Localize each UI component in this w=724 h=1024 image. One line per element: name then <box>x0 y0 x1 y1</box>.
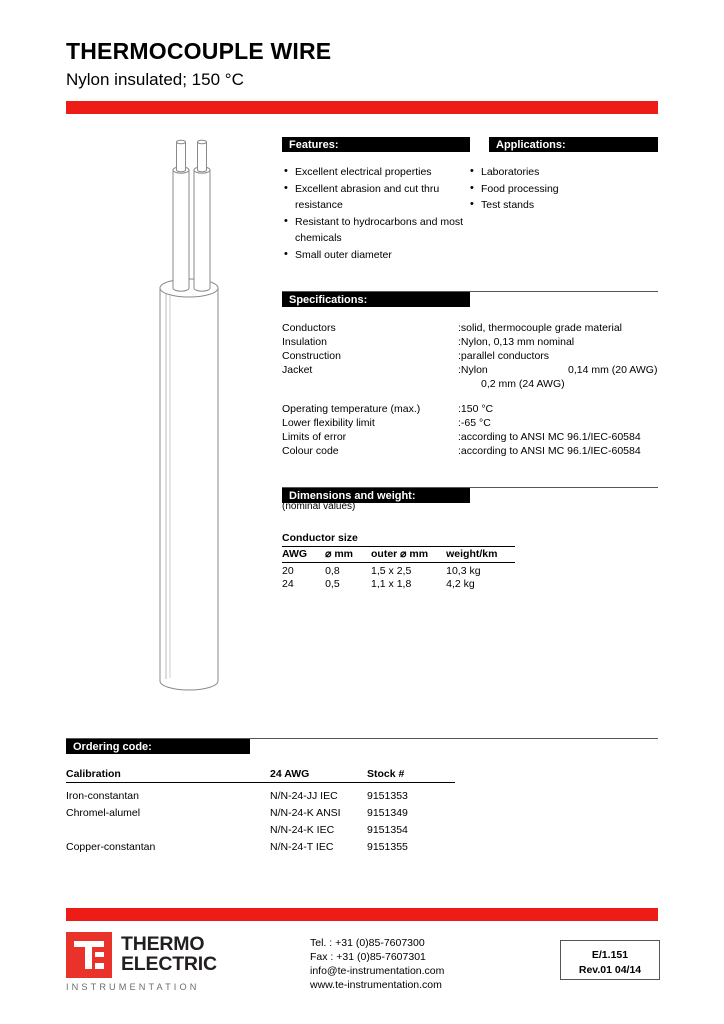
cell-awg: 24 <box>282 578 294 590</box>
dimensions-heading: Dimensions and weight: <box>282 488 470 503</box>
spec-label: Operating temperature (max.) <box>282 403 421 415</box>
spec-row <box>282 321 662 335</box>
table-row <box>282 577 515 590</box>
spacer <box>282 391 662 402</box>
cell-stock: 9151353 <box>367 790 408 802</box>
spec-row-continuation <box>282 377 662 391</box>
spec-row <box>282 363 662 377</box>
spec-value: :according to ANSI MC 96.1/IEC-60584 <box>458 431 641 443</box>
cell-order-code: N/N-24-K IEC <box>270 824 335 836</box>
cell-calibration: Iron-constantan <box>66 790 139 802</box>
spec-label: Lower flexibility limit <box>282 417 375 429</box>
cell-calibration: Chromel-alumel <box>66 807 141 819</box>
cell-calibration: Copper-constantan <box>66 841 156 853</box>
list-item-continuation: resistance <box>295 199 343 211</box>
fax-line: Fax : +31 (0)85-7607301 <box>310 951 426 963</box>
wire-illustration <box>132 128 247 713</box>
te-monogram-icon <box>66 932 112 978</box>
spec-value: :-65 °C <box>458 417 491 429</box>
specifications-heading: Specifications: <box>282 292 470 307</box>
spec-value: :Nylon, 0,13 mm nominal <box>458 336 575 348</box>
list-item: • Resistant to hydrocarbons and most <box>284 214 463 231</box>
table-row <box>282 563 515 578</box>
spec-value: :Nylon <box>458 364 488 376</box>
spec-row <box>282 430 662 444</box>
spec-label: Construction <box>282 350 341 362</box>
list-item: • Food processing <box>470 181 559 198</box>
spec-value: :150 °C <box>458 403 494 415</box>
cell-calibration <box>66 819 270 836</box>
spec-row <box>282 402 662 416</box>
table-header-row <box>282 547 515 563</box>
company-logo <box>66 932 217 992</box>
footer-red-rule <box>66 908 658 921</box>
spec-row <box>282 335 662 349</box>
document-revision-box <box>560 940 660 980</box>
column-header-outer: outer ⌀ mm <box>371 547 446 563</box>
column-header-weight: weight/km <box>446 547 515 563</box>
spec-value-continuation: 0,2 mm (24 AWG) <box>481 378 565 390</box>
website-line[interactable]: www.te-instrumentation.com <box>310 979 442 991</box>
cell-order-code: N/N-24-K ANSI <box>270 807 341 819</box>
cell-order-code: N/N-24-JJ IEC <box>270 790 338 802</box>
document-code: E/1.151 <box>591 949 629 961</box>
cell-outer: 1,5 x 2,5 <box>371 565 412 577</box>
table-row <box>66 802 455 819</box>
list-item: • Small outer diameter <box>284 247 463 264</box>
logo-line-2: ELECTRIC <box>121 953 217 975</box>
cell-weight: 4,2 kg <box>446 578 475 590</box>
cell-stock: 9151355 <box>367 841 408 853</box>
email-line[interactable]: info@te-instrumentation.com <box>310 965 445 977</box>
spec-label: Colour code <box>282 445 339 457</box>
list-item: • Excellent abrasion and cut thru <box>284 181 463 198</box>
cell-order-code: N/N-24-T IEC <box>270 841 334 853</box>
column-header-awg: AWG <box>282 547 325 563</box>
column-header-diameter: ⌀ mm <box>325 547 371 563</box>
cell-diameter: 0,8 <box>325 565 340 577</box>
table-row <box>66 836 455 853</box>
spec-value: :solid, thermocouple grade material <box>458 322 623 334</box>
spec-row <box>282 416 662 430</box>
spec-label: Limits of error <box>282 431 347 443</box>
contact-details <box>310 936 444 992</box>
column-header-stock: Stock # <box>367 768 455 783</box>
cell-diameter: 0,5 <box>325 578 340 590</box>
table-row <box>66 819 455 836</box>
cell-weight: 10,3 kg <box>446 565 481 577</box>
cell-stock: 9151349 <box>367 807 408 819</box>
revision-date: Rev.01 04/14 <box>578 964 642 976</box>
list-item-continuation: chemicals <box>295 232 342 244</box>
dimensions-table <box>282 546 515 590</box>
spec-value: :parallel conductors <box>458 350 550 362</box>
specifications-list <box>282 321 662 458</box>
cell-stock: 9151354 <box>367 824 408 836</box>
spec-row <box>282 349 662 363</box>
logo-subtitle: INSTRUMENTATION <box>66 982 200 992</box>
table-header-row <box>66 768 455 783</box>
spec-row <box>282 444 662 458</box>
logo-line-1: THERMO <box>121 933 205 955</box>
features-heading: Features: <box>282 137 470 152</box>
spec-label: Jacket <box>282 364 313 376</box>
dimensions-note: (nominal values) <box>282 501 356 512</box>
telephone-line: Tel. : +31 (0)85-7607300 <box>310 937 425 949</box>
conductor-size-label: Conductor size <box>282 532 358 544</box>
applications-list <box>470 164 559 214</box>
header-red-rule <box>66 101 658 114</box>
spec-label: Insulation <box>282 336 327 348</box>
list-item: • Test stands <box>470 197 559 214</box>
page-title: THERMOCOUPLE WIRE <box>66 38 332 64</box>
ordering-heading: Ordering code: <box>66 739 250 754</box>
column-header-calibration: Calibration <box>66 768 270 783</box>
applications-heading: Applications: <box>489 137 658 152</box>
cell-outer: 1,1 x 1,8 <box>371 578 412 590</box>
page-subtitle: Nylon insulated; 150 °C <box>66 70 244 89</box>
spec-value-secondary: 0,14 mm (20 AWG) <box>568 364 658 376</box>
features-list <box>284 164 463 263</box>
ordering-table <box>66 768 455 853</box>
cell-awg: 20 <box>282 565 294 577</box>
column-header-awg: 24 AWG <box>270 768 367 783</box>
spec-label: Conductors <box>282 322 336 334</box>
spec-value: :according to ANSI MC 96.1/IEC-60584 <box>458 445 641 457</box>
table-row <box>66 783 455 803</box>
list-item: • Laboratories <box>470 164 559 181</box>
list-item: • Excellent electrical properties <box>284 164 463 181</box>
